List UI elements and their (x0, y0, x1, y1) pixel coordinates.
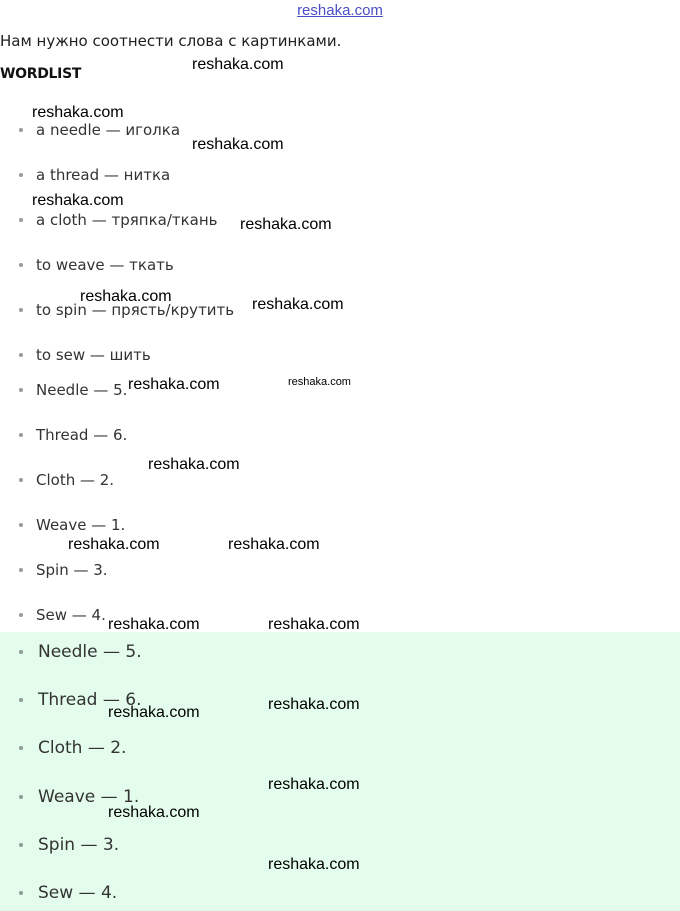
answer-item (0, 687, 141, 713)
watermark: reshaka.com (288, 376, 351, 388)
list-item-text: Spin — 3. (36, 561, 108, 579)
answer-item-text: Cloth — 2. (38, 738, 127, 758)
watermark: reshaka.com (32, 104, 124, 121)
watermark: reshaka.com (192, 56, 284, 73)
list-item-text: Sew — 4. (36, 606, 106, 624)
watermark: reshaka.com (108, 804, 200, 821)
list-item-text: to sew — шить (36, 346, 151, 364)
list-item (0, 253, 174, 277)
list-item (0, 208, 218, 232)
watermark: reshaka.com (252, 296, 344, 313)
list-item-text: to spin — прясть/крутить (36, 301, 235, 319)
list-item-text: a needle — иголка (36, 121, 181, 139)
answer-item (0, 784, 139, 810)
watermark: reshaka.com (32, 192, 124, 209)
list-item-text: a cloth — тряпка/ткань (36, 211, 218, 229)
list-item (0, 603, 106, 627)
bullet-icon (19, 388, 23, 392)
list-item-text: Cloth — 2. (36, 471, 115, 489)
bullet-icon (19, 263, 23, 267)
list-item-text: Weave — 1. (36, 516, 126, 534)
bullet-icon (19, 478, 23, 482)
list-item (0, 423, 127, 447)
answer-item-text: Thread — 6. (38, 690, 142, 710)
list-item (0, 118, 180, 142)
answer-item (0, 735, 126, 761)
bullet-icon (19, 891, 23, 895)
answer-item (0, 832, 119, 858)
watermark: reshaka.com (228, 536, 320, 553)
answer-item-text: Sew — 4. (38, 883, 118, 903)
answer-item-text: Needle — 5. (38, 642, 142, 662)
watermark: reshaka.com (268, 776, 360, 793)
bullet-icon (19, 843, 23, 847)
list-item-text: Needle — 5. (36, 381, 128, 399)
watermark: reshaka.com (268, 616, 360, 633)
watermark: reshaka.com (192, 136, 284, 153)
answer-item-text: Weave — 1. (38, 787, 140, 807)
watermark: reshaka.com (80, 288, 172, 305)
watermark: reshaka.com (240, 216, 332, 233)
list-item-text: a thread — нитка (36, 166, 171, 184)
watermark: reshaka.com (68, 536, 160, 553)
answer-item-text: Spin — 3. (38, 835, 120, 855)
list-item (0, 378, 127, 402)
bullet-icon (19, 650, 23, 654)
bullet-icon (19, 698, 23, 702)
bullet-icon (19, 128, 23, 132)
answer-block (0, 632, 680, 911)
list-item (0, 468, 114, 492)
list-item (0, 558, 108, 582)
bullet-icon (19, 353, 23, 357)
bullet-icon (19, 746, 23, 750)
watermark: reshaka.com (148, 456, 240, 473)
intro-text: Нам нужно соотнести слова с картинками. (0, 32, 342, 50)
answer-item (0, 639, 142, 665)
watermark: reshaka.com (108, 704, 200, 721)
list-item (0, 343, 151, 367)
answer-item (0, 880, 117, 906)
bullet-icon (19, 568, 23, 572)
site-header-link[interactable]: reshaka.com (297, 2, 383, 19)
watermark: reshaka.com (268, 856, 360, 873)
bullet-icon (19, 308, 23, 312)
watermark: reshaka.com (268, 696, 360, 713)
bullet-icon (19, 433, 23, 437)
bullet-icon (19, 218, 23, 222)
watermark: reshaka.com (108, 616, 200, 633)
watermark: reshaka.com (128, 376, 220, 393)
list-item (0, 298, 234, 322)
wordlist-heading: WORDLIST (0, 66, 82, 82)
bullet-icon (19, 523, 23, 527)
list-item (0, 513, 125, 537)
bullet-icon (19, 795, 23, 799)
list-item (0, 163, 170, 187)
bullet-icon (19, 613, 23, 617)
list-item-text: to weave — ткать (36, 256, 174, 274)
bullet-icon (19, 173, 23, 177)
list-item-text: Thread — 6. (36, 426, 128, 444)
